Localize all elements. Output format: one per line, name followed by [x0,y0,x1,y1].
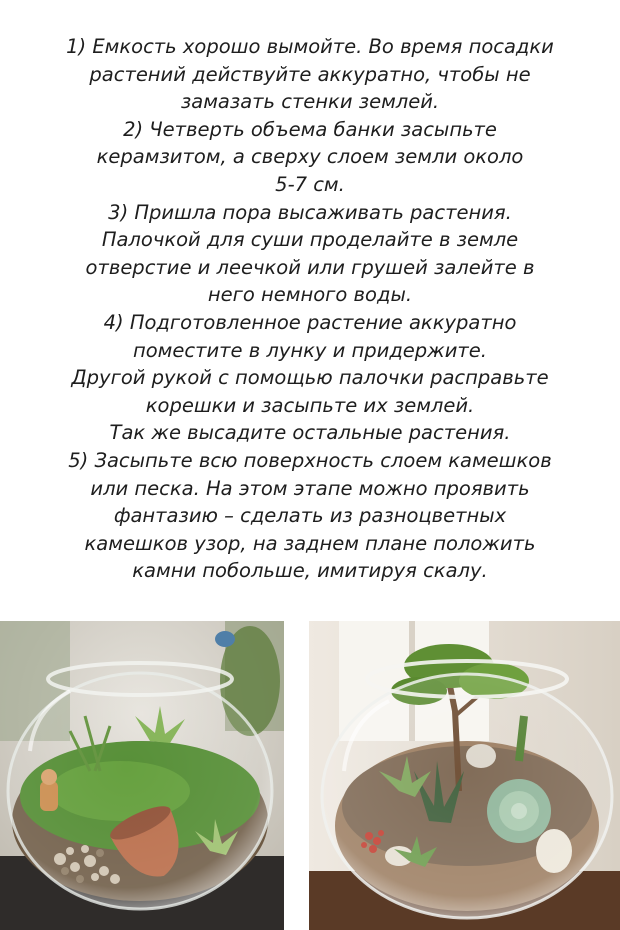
step-5 [20,447,600,585]
step-line: Так же высадите остальные растения. [109,421,511,445]
step-1 [20,33,600,116]
step-line: него немного воды. [207,283,413,307]
step-line: замазать стенки землей. [180,90,440,114]
step-line: Палочкой для суши проделайте в земле [101,228,519,252]
step-line: поместите в лунку и придержите. [133,338,487,362]
step-4 [20,309,600,447]
terrarium-photo-right [309,621,620,930]
step-3 [20,199,600,309]
step-line: 5) Засыпьте всю поверхность слоем камешков [68,448,552,472]
step-line: растений действуйте аккуратно, чтобы не [89,62,531,86]
step-line: камни побольше, имитируя скалу. [132,559,488,583]
step-line: 4) Подготовленное растение аккуратно [103,310,517,334]
step-line: Другой рукой с помощью палочки расправьте [71,366,549,390]
step-line: корешки и засыпьте их землей. [145,393,475,417]
step-line: керамзитом, а сверху слоем земли около [96,145,524,169]
step-line: или песка. На этом этапе можно проявить [90,476,530,500]
terrarium-photo-icon [309,621,620,930]
terrarium-photo-left [0,621,284,930]
instructions-text [20,33,600,585]
step-line: отверстие и леечкой или грушей залейте в [85,255,535,279]
step-line: 2) Четверть объема банки засыпьте [123,117,497,141]
step-line: 1) Емкость хорошо вымойте. Во время посадки [66,35,554,58]
terrarium-photo-icon [0,621,284,930]
step-line: 3) Пришла пора высаживать растения. [108,200,512,224]
step-2 [20,116,600,199]
step-line: 5-7 см. [275,172,345,196]
step-line: камешков узор, на заднем плане положить [84,531,536,555]
step-line: фантазию – сделать из разноцветных [113,504,507,528]
